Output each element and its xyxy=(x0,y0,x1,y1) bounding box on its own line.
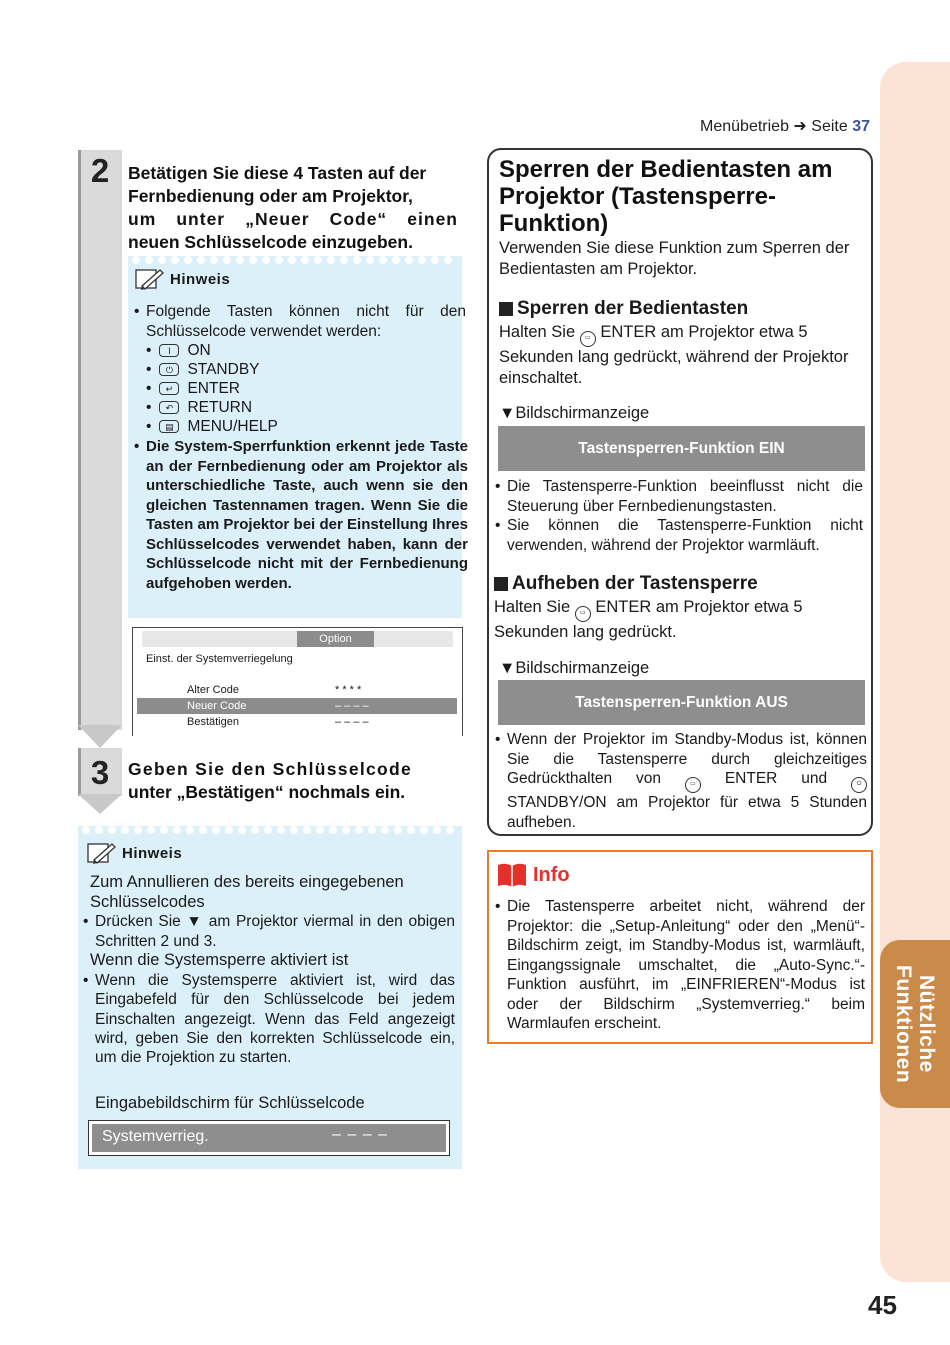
key-label: RETURN xyxy=(187,399,253,416)
hint-2-title: Hinweis xyxy=(122,844,183,862)
key-item-menu: • ▤ MENU/HELP xyxy=(146,418,278,435)
text-part: STANDBY/ON am Projektor für etwa 5 Stunden aufheben. xyxy=(507,794,867,831)
pencil-note-icon xyxy=(134,266,166,292)
square-bullet-icon xyxy=(494,577,508,591)
info-header xyxy=(497,862,570,888)
keycode-input-value: – – – – xyxy=(332,1126,388,1143)
section-1-title: Sperren der Bedientasten xyxy=(517,298,749,319)
text-part: ENTER am Projektor etwa 5 Sekunden lang gedrückt. xyxy=(494,598,803,641)
section-1-bullet-1: • Die Tastensperre-Funktion beeinflusst nicht die Steuerung über Fernbedienungstasten. xyxy=(495,477,863,516)
key-lock-section xyxy=(487,148,873,836)
section-1-bullet-2: • Sie können die Tastensperre-Funktion nicht verwenden, während der Projektor warmläuft. xyxy=(495,516,863,555)
info-box xyxy=(487,850,873,1044)
menu-row-highlight[interactable] xyxy=(137,698,457,714)
key-lock-intro: Verwenden Sie diese Funktion zum Sperren der Bedientasten am Projektor. xyxy=(499,239,850,278)
enter-button-icon: ▭ xyxy=(575,606,591,622)
dotted-border xyxy=(128,256,462,264)
enter-icon: ↵ xyxy=(159,382,179,395)
screen-caption: Eingabebildschirm für Schlüsselcode xyxy=(95,1094,365,1112)
page-number: 45 xyxy=(868,1290,897,1320)
arrow-right-icon: ➜ xyxy=(793,118,807,135)
return-icon: ↶ xyxy=(159,401,179,414)
menu-row-value: – – – – xyxy=(335,716,369,728)
key-item-enter: • ↵ ENTER xyxy=(146,380,240,397)
key-item-on: • I ON xyxy=(146,342,211,359)
section-2-text xyxy=(494,597,854,643)
menu-row-label: Alter Code xyxy=(187,684,239,696)
display-bar-on: Tastensperren-Funktion EIN xyxy=(498,426,865,471)
power-icon: I xyxy=(159,344,179,357)
section-2-header xyxy=(494,573,758,595)
display-label-1: ▼Bildschirmanzeige xyxy=(499,404,650,422)
section-1-header xyxy=(499,298,748,320)
hint-2-sub-1: Zum Annullieren des bereits eingegebenen Schlüsselcodes xyxy=(90,873,404,911)
excluded-keys-list xyxy=(146,341,278,436)
title-line: Projektor (Tastensperre- xyxy=(499,183,776,210)
step-2-marker xyxy=(78,150,124,748)
text-part: Wenn der Projektor im Standby-Modus ist, können Sie die Tastensperre durch gleichzeitiges Gedrückthalten von xyxy=(507,731,867,787)
breadcrumb-text: Menübetrieb xyxy=(700,118,789,135)
key-label: STANDBY xyxy=(187,361,260,378)
menu-icon: ▤ xyxy=(159,420,179,433)
hint-1-title: Hinweis xyxy=(170,270,231,288)
square-bullet-icon xyxy=(499,302,513,316)
side-tab-nuetzliche-funktionen[interactable] xyxy=(880,940,950,1108)
dotted-border xyxy=(78,826,462,834)
section-1-text xyxy=(499,322,859,388)
key-label: ON xyxy=(187,342,211,359)
keycode-input-screen xyxy=(88,1120,450,1156)
step-2-line-3: um unter „Neuer Code“ einen xyxy=(128,209,458,229)
section-2-bullet xyxy=(495,730,867,832)
step-2-instruction xyxy=(128,162,458,254)
keycode-input-label: Systemverrieg. xyxy=(102,1128,209,1145)
hint-2-header xyxy=(86,840,182,866)
book-icon xyxy=(497,862,527,888)
pencil-note-icon xyxy=(86,840,118,866)
display-bar-off: Tastensperren-Funktion AUS xyxy=(498,680,865,725)
hint-1-header xyxy=(134,266,230,292)
key-label: ENTER xyxy=(187,380,240,397)
menu-row-value: – – – – xyxy=(335,700,369,712)
step-2-line-1: Betätigen Sie diese 4 Tasten auf der xyxy=(128,163,427,183)
enter-button-icon: ▭ xyxy=(580,331,596,347)
step-2-line-4: neuen Schlüsselcode einzugeben. xyxy=(128,232,413,252)
system-lock-menu-screen xyxy=(132,627,463,736)
key-lock-title xyxy=(499,156,864,237)
key-item-return: • ↶ RETURN xyxy=(146,399,253,416)
title-line: Sperren der Bedientasten am xyxy=(499,156,833,183)
hint-1-bold-note: • Die System-Sperrfunktion erkennt jede Taste an der Fernbedienung oder am Projektor als unterschiedliche Taste, auch wenn sie den gleichen Tastennamen tragen. Wenn Sie die Tasten am Projektor bei der Einstellung Ihres Schlüsselcodes verwendet haben, kann der Schlüsselcode nicht mit der Fernbedienung aufgehoben werden. xyxy=(134,437,468,593)
menu-heading: Einst. der Systemverriegelung xyxy=(146,653,293,665)
hint-box-2 xyxy=(78,826,462,1169)
standby-icon: ⏻ xyxy=(159,363,179,376)
display-label-2: ▼Bildschirmanzeige xyxy=(499,659,650,677)
enter-button-icon: ▭ xyxy=(685,777,701,793)
hint-2-bullet-2: • Wenn die Systemsperre aktiviert ist, wird das Eingabefeld für den Schlüsselcode bei jedem Einschalten angezeigt. Wenn das Feld angezeigt wird, geben Sie den korrekten Schlüsselcode ein, um die Projektion zu starten. xyxy=(83,971,455,1067)
title-line: Funktion) xyxy=(499,210,609,237)
step-2-number: 2 xyxy=(90,152,110,189)
standby-button-icon: ⏻ xyxy=(851,777,867,793)
menu-row-label: Neuer Code xyxy=(187,700,247,712)
key-item-standby: • ⏻ STANDBY xyxy=(146,361,260,378)
step-3-line-1: Geben Sie den Schlüsselcode xyxy=(128,759,413,779)
step-3-instruction xyxy=(128,758,458,804)
step-2-line-2: Fernbedienung oder am Projektor, xyxy=(128,186,413,206)
side-tab-label-1: Nützliche xyxy=(915,975,938,1073)
text-part: Halten Sie xyxy=(499,323,576,341)
breadcrumb[interactable] xyxy=(700,116,870,136)
menu-tab-option[interactable]: Option xyxy=(297,631,374,647)
info-title: Info xyxy=(533,863,570,886)
breadcrumb-page-link[interactable]: 37 xyxy=(852,118,870,135)
side-tab-label-2: Funktionen xyxy=(892,964,915,1084)
hint-1-intro: • Folgende Tasten können nicht für den Schlüsselcode verwendet werden: xyxy=(134,302,466,341)
info-text: • Die Tastensperre arbeitet nicht, während der Projektor: die „Setup-Anleitung“ oder den „Menü“-Bildschirm zeigt, im Standby-Modus ist, warmläuft, Eingangssignale umschaltet, die „Auto-Sync.“-Funktion ausführt, im „EINFRIEREN“-Modus ist oder der Bildschirm „Systemverrieg.“ beim Warmlaufen erscheint. xyxy=(495,897,865,1034)
hint-2-bullet-1: • Drücken Sie ▼ am Projektor viermal in den obigen Schritten 2 und 3. xyxy=(83,912,455,951)
hint-2-sub-2: Wenn die Systemsperre aktiviert ist xyxy=(90,951,349,969)
key-label: MENU/HELP xyxy=(187,418,278,435)
step-3-line-2: unter „Bestätigen“ nochmals ein. xyxy=(128,782,406,802)
step-3-number: 3 xyxy=(90,754,110,791)
menu-row-value: * * * * xyxy=(335,684,362,696)
menu-row-label: Bestätigen xyxy=(187,716,239,728)
text-part: Halten Sie xyxy=(494,598,571,616)
breadcrumb-page-label: Seite xyxy=(811,118,848,135)
step-3-marker xyxy=(78,748,124,814)
keycode-input-bar[interactable] xyxy=(92,1124,446,1152)
text-part: ENTER und xyxy=(724,770,828,787)
text-part: ENTER am Projektor etwa 5 Sekunden lang gedrückt, während der Projektor einschaltet. xyxy=(499,323,849,387)
section-2-title: Aufheben der Tastensperre xyxy=(512,573,758,594)
hint-box-1 xyxy=(128,256,468,618)
